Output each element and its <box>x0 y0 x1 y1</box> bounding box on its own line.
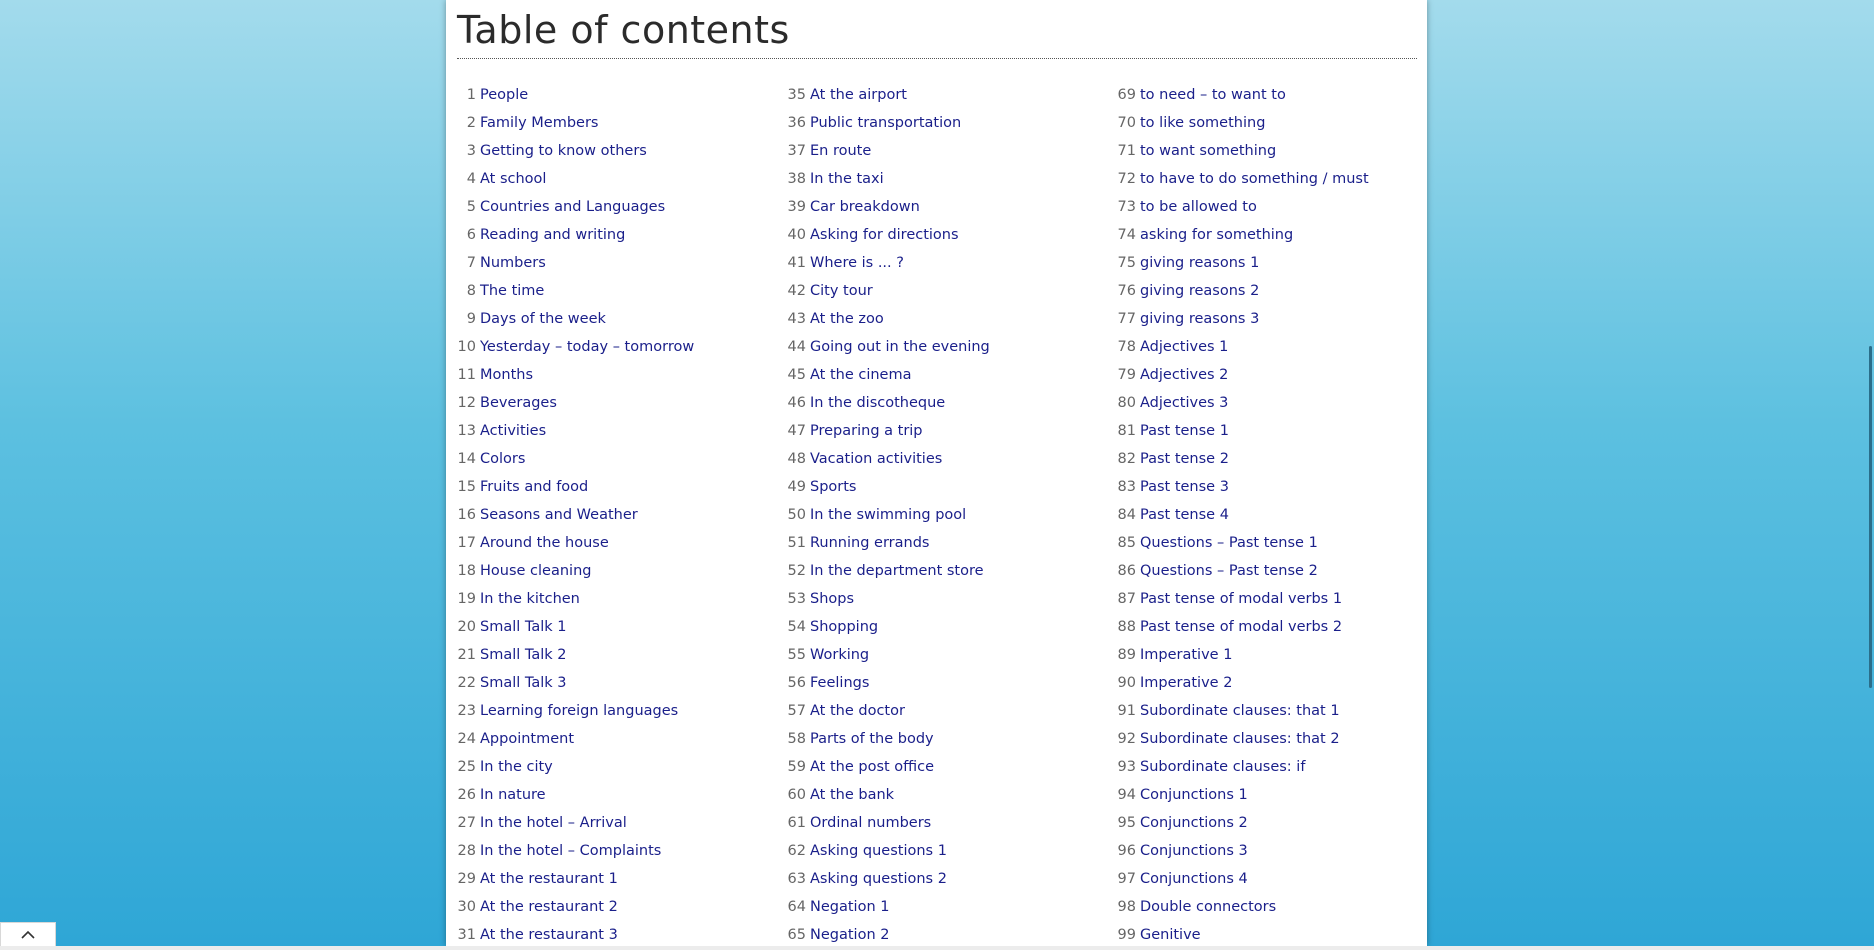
toc-item-number: 82 <box>1117 451 1136 467</box>
toc-item-link[interactable]: Sports <box>810 479 857 495</box>
toc-item-number: 22 <box>457 675 476 691</box>
toc-item-number: 35 <box>787 87 806 103</box>
toc-item-link[interactable]: Conjunctions 2 <box>1140 815 1248 831</box>
toc-item <box>457 305 694 333</box>
toc-item-number: 46 <box>787 395 806 411</box>
toc-item-number: 49 <box>787 479 806 495</box>
toc-item-link[interactable]: Where is ... ? <box>810 255 904 271</box>
toc-item <box>1117 473 1369 501</box>
toc-item <box>1117 781 1369 809</box>
page-title: Table of contents <box>457 8 790 52</box>
toc-item-number: 21 <box>457 647 476 663</box>
toc-item <box>787 669 990 697</box>
toc-item <box>787 837 990 865</box>
toc-item-link[interactable]: Activities <box>480 423 547 439</box>
toc-item-link[interactable]: In the city <box>480 759 553 775</box>
toc-item-link[interactable]: At the airport <box>810 87 907 103</box>
toc-item-number: 71 <box>1117 143 1136 159</box>
toc-item-number: 41 <box>787 255 806 271</box>
toc-item-link[interactable]: Yesterday – today – tomorrow <box>480 339 695 355</box>
toc-item-link[interactable]: Past tense of modal verbs 2 <box>1140 619 1343 635</box>
toc-item-number: 52 <box>787 563 806 579</box>
toc-item <box>1117 697 1369 725</box>
toc-item-number: 91 <box>1117 703 1136 719</box>
toc-column-1 <box>457 81 694 949</box>
toc-item <box>1117 585 1369 613</box>
toc-item-number: 25 <box>457 759 476 775</box>
toc-item-number: 44 <box>787 339 806 355</box>
toc-item-number: 83 <box>1117 479 1136 495</box>
toc-item-link[interactable]: Asking for directions <box>810 227 959 243</box>
toc-item <box>787 417 990 445</box>
toc-item <box>457 165 694 193</box>
toc-item-link[interactable]: Running errands <box>810 535 930 551</box>
toc-item-number: 36 <box>787 115 806 131</box>
toc-item-link[interactable]: At the cinema <box>810 367 912 383</box>
toc-item <box>1117 613 1369 641</box>
toc-item-link[interactable]: At the restaurant 3 <box>480 927 618 943</box>
toc-item <box>457 221 694 249</box>
toc-item-link[interactable]: In the taxi <box>810 171 884 187</box>
toc-item-link[interactable]: to need – to want to <box>1140 87 1286 103</box>
toc-item-link[interactable]: Past tense 1 <box>1140 423 1229 439</box>
toc-item-link[interactable]: Colors <box>480 451 526 467</box>
toc-item-link[interactable]: Ordinal numbers <box>810 815 932 831</box>
toc-item <box>1117 893 1369 921</box>
toc-item <box>1117 501 1369 529</box>
toc-item <box>787 557 990 585</box>
toc-item <box>1117 81 1369 109</box>
toc-item-number: 51 <box>787 535 806 551</box>
toc-item-link[interactable]: Around the house <box>480 535 609 551</box>
toc-item <box>457 809 694 837</box>
toc-item-link[interactable]: to like something <box>1140 115 1266 131</box>
toc-item-number: 37 <box>787 143 806 159</box>
toc-item-link[interactable]: Numbers <box>480 255 546 271</box>
toc-item <box>787 81 990 109</box>
toc-item-link[interactable]: Parts of the body <box>810 731 934 747</box>
toc-item <box>457 389 694 417</box>
toc-item-link[interactable]: Shopping <box>810 619 879 635</box>
toc-item <box>457 865 694 893</box>
toc-item-link[interactable]: Vacation activities <box>810 451 943 467</box>
toc-item <box>787 473 990 501</box>
toc-item <box>787 613 990 641</box>
toc-item <box>787 921 990 949</box>
toc-item-number: 1 <box>466 87 476 103</box>
toc-item <box>457 781 694 809</box>
toc-item-link[interactable]: Appointment <box>480 731 575 747</box>
toc-item-link[interactable]: Negation 1 <box>810 899 890 915</box>
toc-item <box>457 81 694 109</box>
toc-item-link[interactable]: Questions – Past tense 1 <box>1140 535 1318 551</box>
toc-item <box>787 893 990 921</box>
toc-item <box>1117 333 1369 361</box>
toc-item-number: 17 <box>457 535 476 551</box>
toc-item <box>457 501 694 529</box>
toc-item <box>457 361 694 389</box>
toc-item-number: 86 <box>1117 563 1136 579</box>
toc-item-number: 53 <box>787 591 806 607</box>
toc-item-link[interactable]: En route <box>810 143 872 159</box>
toc-item-number: 87 <box>1117 591 1136 607</box>
toc-item <box>1117 809 1369 837</box>
toc-item <box>787 361 990 389</box>
toc-item-number: 64 <box>787 899 806 915</box>
toc-item <box>787 193 990 221</box>
toc-item-number: 80 <box>1117 395 1136 411</box>
toc-item-number: 14 <box>457 451 476 467</box>
toc-item-number: 45 <box>787 367 806 383</box>
toc-item-number: 88 <box>1117 619 1136 635</box>
toc-item-link[interactable]: to want something <box>1140 143 1277 159</box>
toc-item <box>787 249 990 277</box>
toc-item-link[interactable]: Small Talk 2 <box>480 647 567 663</box>
toc-item <box>457 893 694 921</box>
toc-item-link[interactable]: Genitive <box>1140 927 1201 943</box>
toc-item <box>787 137 990 165</box>
toc-item <box>787 221 990 249</box>
toc-item-link[interactable]: At school <box>480 171 547 187</box>
toc-item <box>1117 557 1369 585</box>
toc-item <box>457 669 694 697</box>
toc-item-link[interactable]: giving reasons 3 <box>1140 311 1260 327</box>
toc-item-link[interactable]: Conjunctions 3 <box>1140 843 1248 859</box>
toc-item-link[interactable]: Subordinate clauses: if <box>1140 759 1306 775</box>
toc-item-link[interactable]: At the doctor <box>810 703 905 719</box>
toc-item-number: 78 <box>1117 339 1136 355</box>
toc-item-link[interactable]: Conjunctions 4 <box>1140 871 1248 887</box>
toc-item-number: 8 <box>466 283 476 299</box>
toc-item <box>1117 193 1369 221</box>
toc-item <box>1117 137 1369 165</box>
toc-item-link[interactable]: The time <box>480 283 545 299</box>
toc-item <box>787 865 990 893</box>
toc-item-number: 96 <box>1117 843 1136 859</box>
toc-item-link[interactable]: Months <box>480 367 534 383</box>
toc-item-number: 92 <box>1117 731 1136 747</box>
toc-item-number: 65 <box>787 927 806 943</box>
toc-item-number: 39 <box>787 199 806 215</box>
toc-item-link[interactable]: Past tense 4 <box>1140 507 1229 523</box>
toc-item-number: 84 <box>1117 507 1136 523</box>
toc-item-number: 56 <box>787 675 806 691</box>
toc-item <box>457 333 694 361</box>
toc-item <box>1117 725 1369 753</box>
toc-item-number: 59 <box>787 759 806 775</box>
toc-item <box>457 557 694 585</box>
toc-item-number: 57 <box>787 703 806 719</box>
toc-column-2 <box>787 81 990 949</box>
toc-item-link[interactable]: Past tense of modal verbs 1 <box>1140 591 1343 607</box>
toc-item-number: 31 <box>457 927 476 943</box>
toc-item-number: 24 <box>457 731 476 747</box>
toc-item <box>457 137 694 165</box>
toc-item-link[interactable]: Family Members <box>480 115 599 131</box>
toc-item-link[interactable]: At the zoo <box>810 311 884 327</box>
toc-item-number: 97 <box>1117 871 1136 887</box>
toc-item <box>787 697 990 725</box>
toc-column-3 <box>1117 81 1369 949</box>
toc-item-number: 93 <box>1117 759 1136 775</box>
toc-item-number: 40 <box>787 227 806 243</box>
toc-item-link[interactable]: Adjectives 3 <box>1140 395 1229 411</box>
toc-item-link[interactable]: Fruits and food <box>480 479 589 495</box>
toc-item-link[interactable]: Working <box>810 647 870 663</box>
toc-item <box>1117 641 1369 669</box>
toc-item-link[interactable]: Countries and Languages <box>480 199 666 215</box>
toc-item <box>787 445 990 473</box>
toc-item-number: 42 <box>787 283 806 299</box>
toc-item-link[interactable]: At the restaurant 2 <box>480 899 618 915</box>
title-divider <box>457 58 1417 59</box>
toc-item-number: 2 <box>466 115 476 131</box>
toc-item-number: 94 <box>1117 787 1136 803</box>
toc-item-number: 38 <box>787 171 806 187</box>
toc-item-link[interactable]: Asking questions 1 <box>810 843 947 859</box>
toc-item-number: 13 <box>457 423 476 439</box>
toc-item-link[interactable]: In the kitchen <box>480 591 580 607</box>
toc-item <box>787 781 990 809</box>
toc-item-number: 55 <box>787 647 806 663</box>
toc-item-link[interactable]: Going out in the evening <box>810 339 990 355</box>
toc-item-number: 12 <box>457 395 476 411</box>
toc-item-number: 47 <box>787 423 806 439</box>
toc-item <box>787 109 990 137</box>
toc-item-number: 89 <box>1117 647 1136 663</box>
toc-item-number: 90 <box>1117 675 1136 691</box>
toc-item-link[interactable]: to have to do something / must <box>1140 171 1369 187</box>
toc-item-link[interactable]: giving reasons 2 <box>1140 283 1260 299</box>
toc-item <box>787 529 990 557</box>
toc-item <box>1117 305 1369 333</box>
toc-item-number: 3 <box>466 143 476 159</box>
toc-item-link[interactable]: Shops <box>810 591 855 607</box>
toc-item-link[interactable]: Imperative 1 <box>1140 647 1233 663</box>
toc-item <box>1117 837 1369 865</box>
content-page <box>446 0 1427 946</box>
toc-item-link[interactable]: Questions – Past tense 2 <box>1140 563 1318 579</box>
toc-item-link[interactable]: City tour <box>810 283 873 299</box>
toc-item-link[interactable]: Small Talk 3 <box>480 675 567 691</box>
toc-item-number: 81 <box>1117 423 1136 439</box>
toc-item <box>787 389 990 417</box>
toc-item <box>457 921 694 949</box>
scrollbar-thumb[interactable] <box>1869 346 1872 688</box>
toc-item <box>457 277 694 305</box>
toc-item <box>1117 417 1369 445</box>
toc-item <box>1117 109 1369 137</box>
toc-item-number: 58 <box>787 731 806 747</box>
toc-item <box>1117 221 1369 249</box>
toc-item-number: 61 <box>787 815 806 831</box>
toc-item <box>787 333 990 361</box>
toc-item-link[interactable]: to be allowed to <box>1140 199 1257 215</box>
toc-item-link[interactable]: In the hotel – Complaints <box>480 843 662 859</box>
toc-item-number: 29 <box>457 871 476 887</box>
toc-item-link[interactable]: Imperative 2 <box>1140 675 1233 691</box>
toc-item <box>1117 277 1369 305</box>
toc-item-link[interactable]: People <box>480 87 529 103</box>
toc-item-link[interactable]: At the bank <box>810 787 895 803</box>
toc-item-link[interactable]: Adjectives 1 <box>1140 339 1229 355</box>
toc-item-number: 5 <box>466 199 476 215</box>
toc-item-link[interactable]: Car breakdown <box>810 199 920 215</box>
toc-item <box>457 529 694 557</box>
toc-item-link[interactable]: In the discotheque <box>810 395 946 411</box>
toc-item <box>457 641 694 669</box>
toc-item-number: 77 <box>1117 311 1136 327</box>
toc-item-link[interactable]: In the hotel – Arrival <box>480 815 627 831</box>
toc-item-link[interactable]: Getting to know others <box>480 143 647 159</box>
toc-item-number: 69 <box>1117 87 1136 103</box>
toc-item <box>1117 445 1369 473</box>
toc-item-number: 54 <box>787 619 806 635</box>
toc-item <box>457 109 694 137</box>
toc-item-number: 85 <box>1117 535 1136 551</box>
toc-item-number: 62 <box>787 843 806 859</box>
toc-item-number: 79 <box>1117 367 1136 383</box>
toc-item <box>1117 389 1369 417</box>
toc-item-link[interactable]: giving reasons 1 <box>1140 255 1260 271</box>
toc-item <box>1117 529 1369 557</box>
toc-item <box>457 585 694 613</box>
toc-item <box>787 305 990 333</box>
toc-item-number: 43 <box>787 311 806 327</box>
toc-item <box>787 725 990 753</box>
toc-item-link[interactable]: Beverages <box>480 395 557 411</box>
toc-item <box>787 585 990 613</box>
toc-item <box>1117 669 1369 697</box>
toc-item-link[interactable]: Negation 2 <box>810 927 890 943</box>
toc-item-link[interactable]: Adjectives 2 <box>1140 367 1229 383</box>
toc-item <box>457 193 694 221</box>
toc-item-link[interactable]: In nature <box>480 787 546 803</box>
toc-item-number: 63 <box>787 871 806 887</box>
page-scrollbar[interactable] <box>1866 0 1874 946</box>
toc-item-number: 98 <box>1117 899 1136 915</box>
toc-item <box>457 697 694 725</box>
toc-item <box>457 837 694 865</box>
toc-item <box>787 501 990 529</box>
toc-item-number: 72 <box>1117 171 1136 187</box>
toc-item-link[interactable]: At the restaurant 1 <box>480 871 618 887</box>
toc-item-link[interactable]: Seasons and Weather <box>480 507 638 523</box>
toc-item-link[interactable]: asking for something <box>1140 227 1294 243</box>
toc-item-link[interactable]: At the post office <box>810 759 935 775</box>
toc-item-number: 20 <box>457 619 476 635</box>
toc-item <box>457 613 694 641</box>
toc-item-number: 16 <box>457 507 476 523</box>
toc-item-number: 19 <box>457 591 476 607</box>
toc-item-link[interactable]: Public transportation <box>810 115 962 131</box>
toc-item-number: 76 <box>1117 283 1136 299</box>
toc-item <box>457 249 694 277</box>
toc-item-link[interactable]: Subordinate clauses: that 2 <box>1140 731 1340 747</box>
toc-item <box>457 473 694 501</box>
toc-item-number: 7 <box>466 255 476 271</box>
toc-item-number: 4 <box>466 171 476 187</box>
toc-item-number: 26 <box>457 787 476 803</box>
toc-item-number: 27 <box>457 815 476 831</box>
toc-item-number: 99 <box>1117 927 1136 943</box>
toc-item <box>1117 249 1369 277</box>
toc-item-number: 60 <box>787 787 806 803</box>
toc-item <box>457 445 694 473</box>
back-to-top-button[interactable] <box>0 922 56 946</box>
toc-item <box>787 753 990 781</box>
toc-item-number: 75 <box>1117 255 1136 271</box>
toc-item-number: 70 <box>1117 115 1136 131</box>
toc-item-link[interactable]: In the swimming pool <box>810 507 967 523</box>
toc-item-link[interactable]: Reading and writing <box>480 227 626 243</box>
toc-item <box>1117 753 1369 781</box>
toc-item <box>457 753 694 781</box>
toc-item-link[interactable]: House cleaning <box>480 563 592 579</box>
toc-item-link[interactable]: In the department store <box>810 563 984 579</box>
toc-item-number: 74 <box>1117 227 1136 243</box>
toc-item-link[interactable]: Asking questions 2 <box>810 871 947 887</box>
toc-item <box>1117 361 1369 389</box>
toc-item <box>787 641 990 669</box>
toc-item-link[interactable]: Preparing a trip <box>810 423 923 439</box>
toc-item-link[interactable]: Subordinate clauses: that 1 <box>1140 703 1340 719</box>
toc-item-number: 18 <box>457 563 476 579</box>
toc-item-link[interactable]: Feelings <box>810 675 870 691</box>
toc-item-link[interactable]: Small Talk 1 <box>480 619 567 635</box>
toc-item <box>1117 921 1369 949</box>
toc-item <box>457 725 694 753</box>
toc-item-link[interactable]: Past tense 3 <box>1140 479 1229 495</box>
toc-item-number: 23 <box>457 703 476 719</box>
bottom-strip <box>0 946 1874 950</box>
toc-item <box>787 809 990 837</box>
toc-item-link[interactable]: Past tense 2 <box>1140 451 1229 467</box>
toc-item-number: 28 <box>457 843 476 859</box>
toc-item <box>457 417 694 445</box>
toc-item-number: 15 <box>457 479 476 495</box>
toc-item-number: 95 <box>1117 815 1136 831</box>
toc-item-number: 10 <box>457 339 476 355</box>
toc-item-number: 9 <box>466 311 476 327</box>
toc-item-link[interactable]: Conjunctions 1 <box>1140 787 1248 803</box>
toc-item <box>787 165 990 193</box>
toc-item <box>787 277 990 305</box>
toc-item-number: 11 <box>457 367 476 383</box>
toc-item-number: 73 <box>1117 199 1136 215</box>
toc-item-number: 48 <box>787 451 806 467</box>
toc-item-number: 6 <box>466 227 476 243</box>
toc-item <box>1117 165 1369 193</box>
toc-item-link[interactable]: Double connectors <box>1140 899 1277 915</box>
toc-item-number: 30 <box>457 899 476 915</box>
chevron-up-icon <box>21 930 35 939</box>
toc-item <box>1117 865 1369 893</box>
toc-item-link[interactable]: Days of the week <box>480 311 606 327</box>
toc-item-number: 50 <box>787 507 806 523</box>
toc-item-link[interactable]: Learning foreign languages <box>480 703 679 719</box>
